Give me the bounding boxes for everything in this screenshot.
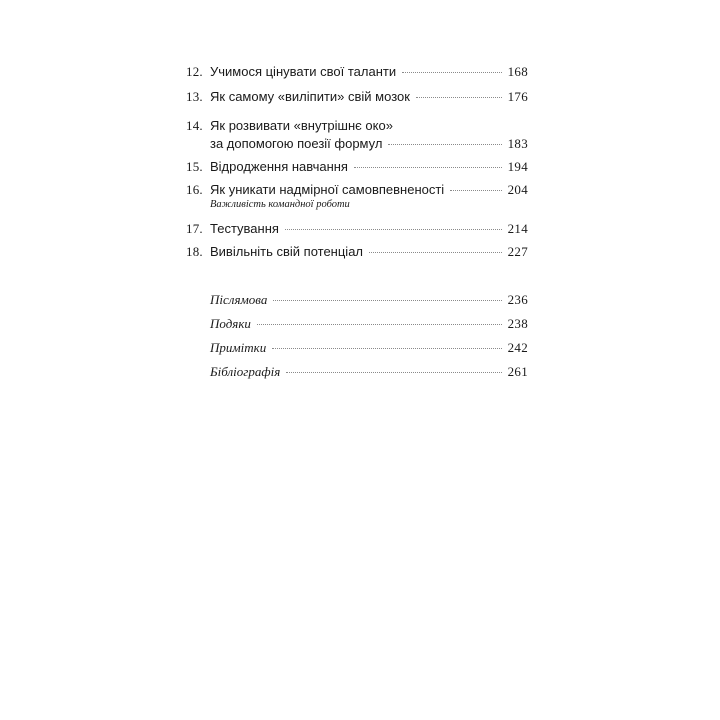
back-matter-title: Бібліографія <box>210 364 281 379</box>
dot-leader <box>257 324 502 325</box>
page-number: 176 <box>507 89 528 104</box>
page-number: 261 <box>507 364 528 379</box>
page-number: 183 <box>507 136 528 151</box>
dot-leader <box>450 190 501 191</box>
back-matter-title: Післямова <box>210 292 268 307</box>
dot-leader <box>286 372 501 373</box>
dot-leader <box>388 144 501 145</box>
toc-entry-chapter-14 <box>186 117 528 152</box>
chapter-number: 16. <box>186 182 203 197</box>
toc-entry-bibliography <box>210 363 528 380</box>
chapter-title-line-1: Як розвивати «внутрішнє око» <box>210 118 393 133</box>
chapter-title: Як уникати надмірної самовпевненості <box>210 182 445 197</box>
chapter-title: Як самому «виліпити» свій мозок <box>210 89 410 104</box>
chapter-number: 14. <box>186 118 203 133</box>
back-matter-title: Подяки <box>210 316 251 331</box>
dot-leader <box>402 72 501 73</box>
page-number: 242 <box>507 340 528 355</box>
toc-entry-chapter-15 <box>186 158 528 175</box>
dot-leader <box>354 167 502 168</box>
chapter-number: 13. <box>186 89 203 104</box>
chapter-title: Відродження навчання <box>210 159 348 174</box>
toc-entry-chapter-12 <box>186 63 528 80</box>
chapter-subtitle: Важливість командної роботи <box>210 199 350 210</box>
chapter-title-line-2: за допомогою поезії формул <box>210 136 383 151</box>
chapter-number: 15. <box>186 159 203 174</box>
dot-leader <box>273 300 501 301</box>
chapter-title: Вивільніть свій потенціал <box>210 244 364 259</box>
toc-entry-acknowledgements <box>210 315 528 332</box>
chapter-number: 12. <box>186 64 203 79</box>
dot-leader <box>272 348 501 349</box>
toc-entry-chapter-13 <box>186 88 528 105</box>
toc-entry-chapter-17 <box>186 220 528 237</box>
page-number: 236 <box>507 292 528 307</box>
dot-leader <box>369 252 502 253</box>
page-number: 238 <box>507 316 528 331</box>
back-matter-title: Примітки <box>210 340 267 355</box>
dot-leader <box>285 229 502 230</box>
chapter-number: 18. <box>186 244 203 259</box>
page-number: 168 <box>507 64 528 79</box>
page-number: 227 <box>507 244 528 259</box>
chapter-title: Учимося цінувати свої таланти <box>210 64 397 79</box>
chapter-number: 17. <box>186 221 203 236</box>
chapter-title: Тестування <box>210 221 279 236</box>
page-number: 214 <box>507 221 528 236</box>
page-number: 204 <box>507 182 528 197</box>
page-number: 194 <box>507 159 528 174</box>
toc-entry-afterword <box>210 291 528 308</box>
toc-entry-chapter-16 <box>186 181 528 211</box>
dot-leader <box>416 97 502 98</box>
toc-entry-notes <box>210 339 528 356</box>
toc-entry-chapter-18 <box>186 243 528 260</box>
